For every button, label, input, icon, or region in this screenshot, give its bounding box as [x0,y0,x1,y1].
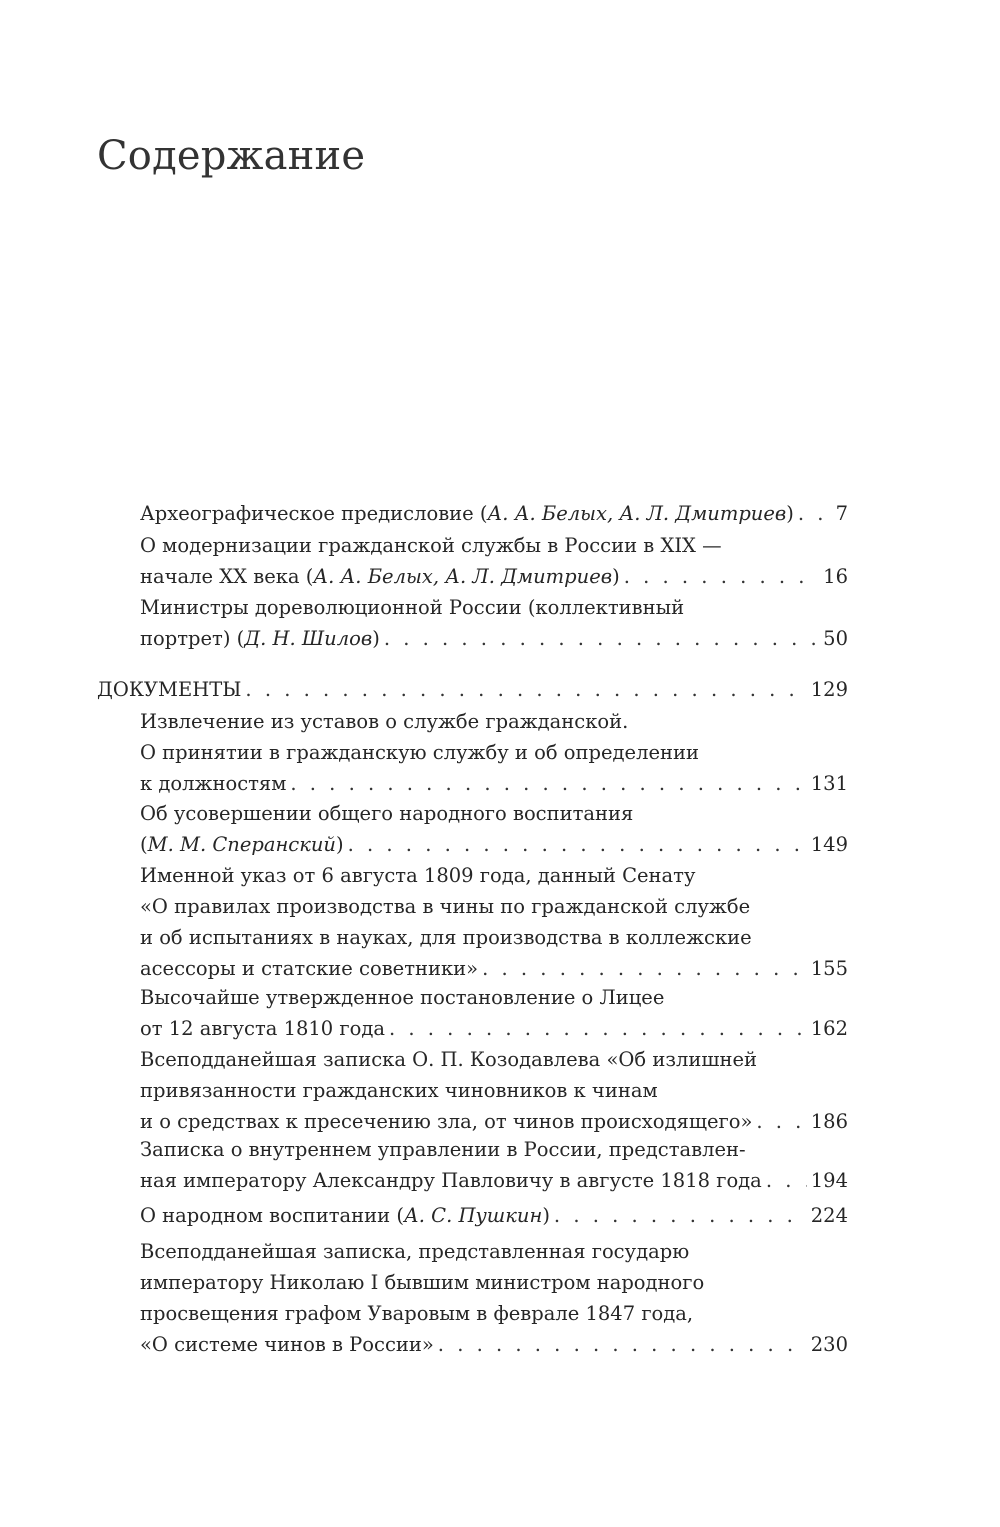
toc-entry-text: «О системе чинов в России» [140,1333,434,1356]
toc-page-number: 129 [810,678,848,701]
toc-entry-line: привязанности гражданских чиновников к чинам [140,1079,658,1102]
toc-entry-text-end: ) [542,1204,550,1227]
toc-leader-dots [766,1165,807,1196]
toc-entry-last-line [140,1013,848,1044]
toc-entry-last-line [140,768,848,799]
toc-entry-text: О народном воспитании ( [140,1204,404,1227]
toc-leader-dots [348,829,807,860]
toc-entry [140,860,848,984]
toc-section-title: ДОКУМЕНТЫ [97,678,242,701]
toc-entry [140,530,848,592]
toc-page-number: 149 [810,833,848,856]
toc-page-number: 7 [835,502,848,525]
toc-entry-author: М. М. Сперанский [147,833,336,856]
toc-entry-text: к должностям [140,772,287,795]
toc-leader-dots [554,1200,807,1231]
toc-entry-line: императору Николаю I бывшим министром народного [140,1271,705,1294]
toc-entry [140,1134,848,1196]
toc-leader-dots [389,1013,807,1044]
toc-entry-text: портрет) ( [140,627,245,650]
toc-entry [140,1200,848,1231]
toc-entry-last-line [140,498,848,529]
toc-entry-line: Министры дореволюционной России (коллективный [140,596,685,619]
toc-entry-author: А. С. Пушкин [403,1204,543,1227]
toc-section-documents [97,674,848,705]
toc-page-number: 16 [823,565,848,588]
toc-entry-text: от 12 августа 1810 года [140,1017,385,1040]
toc-entry-line: Извлечение из уставов о службе гражданской. [140,710,629,733]
toc-page-number: 155 [810,957,848,980]
toc-entry-line: просвещения графом Уваровым в феврале 1847 года, [140,1302,694,1325]
toc-entry-text: ( [140,833,148,856]
toc-entry-line: Об усовершении общего народного воспитания [140,802,634,825]
toc-entry-text: начале XX века ( [140,565,314,588]
toc-entry-last-line [140,1200,848,1231]
toc-entry-last-line [140,561,848,592]
toc-page-number: 230 [810,1333,848,1356]
toc-entry-line: «О правилах производства в чины по гражданской службе [140,895,751,918]
toc-entry-line: О принятии в гражданскую службу и об определении [140,741,699,764]
toc-entry-last-line [140,1106,848,1137]
toc-entry-text: Археографическое предисловие ( [140,502,488,525]
toc-leader-dots [384,623,819,654]
toc-entry-line: и об испытаниях в науках, для производства в коллежские [140,926,752,949]
toc-entry-text-end: ) [336,833,344,856]
toc-leader-dots [245,674,806,705]
toc-entry [140,1044,848,1137]
toc-entry-line: Записка о внутреннем управлении в России, представлен- [140,1138,746,1161]
toc-entry-line: Всеподданейшая записка О. П. Козодавлева «Об излишней [140,1048,758,1071]
toc-entry [140,798,848,860]
toc-entry-line: Высочайше утвержденное постановление о Лицее [140,986,665,1009]
toc-leader-dots [624,561,819,592]
toc-entry-last-line [140,953,848,984]
toc-entry-text-end: ) [612,565,620,588]
toc-entry [140,982,848,1044]
toc-entry-last-line [140,623,848,654]
toc-entry-author: А. А. Белых, А. Л. Дмитриев [313,565,613,588]
toc-leader-dots [798,498,832,529]
toc-entry [140,498,848,529]
toc-page-number: 224 [810,1204,848,1227]
toc-entry-text: и о средствах к пресечению зла, от чинов происходящего» [140,1110,753,1133]
toc-entry-last-line [140,1165,848,1196]
toc-page-number: 50 [823,627,848,650]
toc-entry [140,592,848,654]
toc-page-number: 194 [810,1169,848,1192]
page-title: Содержание [97,133,366,179]
toc-entry-line: Всеподданейшая записка, представленная государю [140,1240,690,1263]
toc-entry-text-end: ) [786,502,794,525]
toc-entry-text: асессоры и статские советники» [140,957,479,980]
toc-page-number: 186 [810,1110,848,1133]
toc-entry [140,1236,848,1360]
toc-entry [140,706,848,799]
toc-leader-dots [482,953,807,984]
toc-entry-line: О модернизации гражданской службы в России в XIX — [140,534,722,557]
toc-entry-text: ная императору Александру Павловичу в августе 1818 года [140,1169,762,1192]
toc-leader-dots [290,768,806,799]
toc-page-number: 162 [810,1017,848,1040]
toc-entry-author: Д. Н. Шилов [244,627,373,650]
toc-entry-last-line [140,829,848,860]
toc-leader-dots [438,1329,807,1360]
toc-entry-line: Именной указ от 6 августа 1809 года, данный Сенату [140,864,696,887]
toc-entry-last-line [140,1329,848,1360]
toc-entry-text-end: ) [372,627,380,650]
toc-entry-author: А. А. Белых, А. Л. Дмитриев [487,502,787,525]
toc-leader-dots [756,1106,806,1137]
toc-entry-last-line [97,674,848,705]
toc-page-number: 131 [810,772,848,795]
